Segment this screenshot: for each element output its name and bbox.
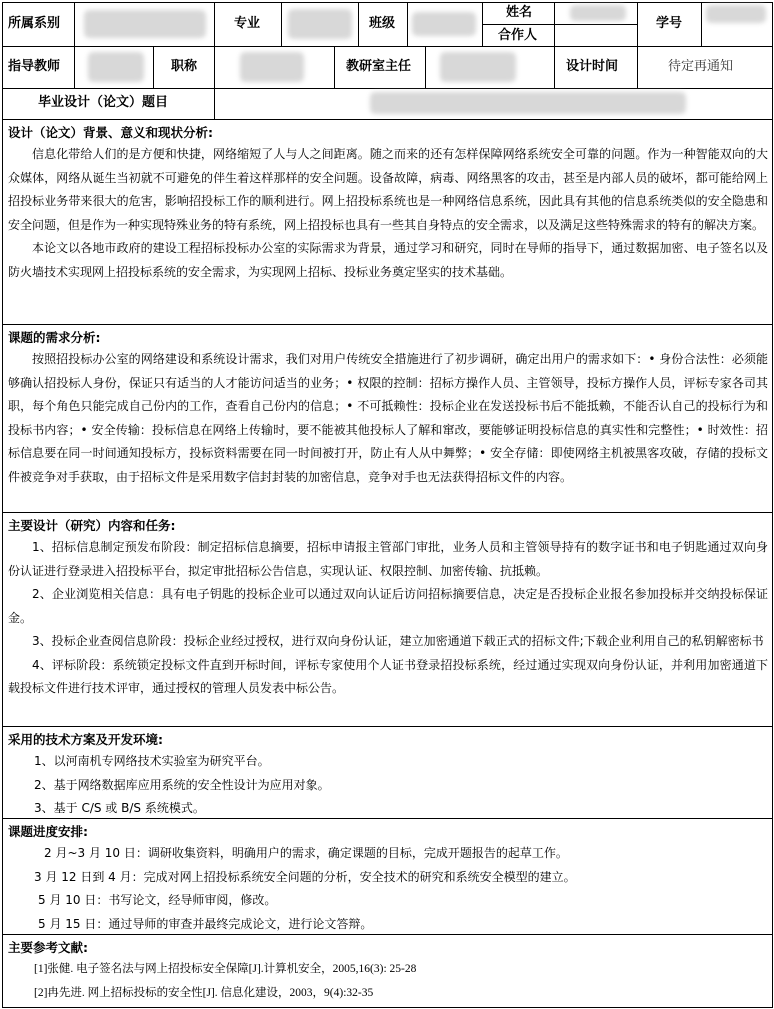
- list-item: 2、基于网络数据库应用系统的安全性设计为应用对象。: [34, 777, 330, 792]
- thesis-title-label: 毕业设计（论文）题目: [38, 95, 169, 110]
- redacted-student-id: [706, 5, 766, 23]
- redacted-dept: [84, 10, 206, 38]
- paragraph: 4、评标阶段：系统锁定投标文件直到开标时间，评标专家使用个人证书登录招投标系统，经过通过实现双向身份认证，并利用加密通道下载投标文件进行技术评审，通过授权的管理人员发表中标公告。: [8, 657, 768, 695]
- table-border-top: [2, 2, 773, 3]
- section-references: [8, 938, 768, 1005]
- col-divider: [214, 2, 215, 46]
- row-divider: [2, 512, 773, 513]
- col-divider: [74, 2, 75, 46]
- name-label: 姓名: [506, 5, 533, 20]
- section-schedule: [8, 822, 768, 936]
- col-divider: [358, 2, 359, 46]
- col-divider: [214, 46, 215, 88]
- redacted-thesis-title: [370, 92, 686, 114]
- col-divider: [334, 46, 335, 88]
- section-heading: 设计（论文）背景、意义和现状分析:: [8, 125, 213, 140]
- paragraph: 2、企业浏览相关信息：具有电子钥匙的投标企业可以通过双向认证后访问招标摘要信息，决定是否投标企业报名参加投标并交纳投标保证金。: [8, 587, 768, 625]
- col-divider: [554, 46, 555, 88]
- advisor-label: 指导教师: [8, 59, 61, 74]
- title-label: 职称: [171, 59, 198, 74]
- section-heading: 主要设计（研究）内容和任务:: [8, 518, 176, 533]
- col-divider: [74, 46, 75, 88]
- col-divider: [407, 2, 408, 46]
- list-item: 1、以河南机专网络技术实验室为研究平台。: [34, 754, 270, 768]
- table-border-right: [772, 2, 773, 1007]
- redacted-class: [412, 12, 476, 36]
- list-item: 3 月 12 日到 4 月：完成对网上招投标系统安全问题的分析，安全技术的研究和系统安全模型的建立。: [34, 869, 576, 884]
- dept-label: 所属系别: [8, 16, 61, 31]
- col-divider: [281, 2, 282, 46]
- redacted-major: [288, 9, 352, 39]
- list-item: 5 月 10 日：书写论文，经导师审阅，修改。: [38, 893, 277, 907]
- reference-item: [2]冉先进. 网上招标投标的安全性[J]. 信息化建设，2003，9(4):32-35: [34, 986, 374, 999]
- paragraph: 1、招标信息制定预发布阶段：制定招标信息摘要，招标申请报主管部门审批，业务人员和主管领导持有的数字证书和电子钥匙通过双向身份认证进行登录进入招投标平台，拟定审批招标公告信息，实现认证、权限控制、加密传输、抗抵赖。: [8, 540, 768, 578]
- table-border-left: [2, 2, 3, 1007]
- col-divider: [214, 88, 215, 119]
- design-time-value: 待定再通知: [668, 59, 734, 74]
- section-content: [8, 516, 768, 701]
- col-divider: [425, 46, 426, 88]
- col-divider: [153, 46, 154, 88]
- table-border-bottom: [2, 1007, 773, 1008]
- office-head-label: 教研室主任: [346, 59, 412, 74]
- redacted-advisor: [88, 52, 144, 82]
- row-divider: [482, 24, 637, 25]
- section-background: [8, 123, 768, 284]
- major-label: 专业: [234, 16, 261, 31]
- list-item: 5 月 15 日：通过导师的审查并最终完成论文，进行论文答辩。: [38, 916, 373, 931]
- redacted-office-head: [440, 52, 516, 82]
- col-divider: [637, 2, 638, 46]
- section-requirements: [8, 328, 768, 489]
- row-divider: [2, 726, 773, 727]
- section-heading: 主要参考文献:: [8, 940, 88, 955]
- row-divider: [2, 88, 773, 89]
- col-divider: [482, 2, 483, 46]
- section-heading: 课题进度安排:: [8, 824, 88, 839]
- row-divider: [2, 46, 773, 47]
- class-label: 班级: [369, 16, 396, 31]
- paragraph: 按照招投标办公室的网络建设和系统设计需求，我们对用户传统安全措施进行了初步调研，确定出用户的需求如下：• 身份合法性：必须能够确认招投标人身份，保证只有适当的人才能访问适当的业务；• 权限的控制：招标方操作人员、主管领导，投标方操作人员，评标专家各司其职，每个角色只能完成自己份内的工作，查看自己份内的信息；• 不可抵赖性：投标企业在发送投标书后不能抵赖，不能否认自己的投标行为和投标书内容；• 安全传输：投标信息在网络上传输时，要不能被其他投标人了解和窜改，要能够证明投标信息的真实性和完整性；• 时效性：招标信息要在同一时间通知投标方，投标资料需要在同一时间被打开，防止有人从中舞弊；• 安全存储：即使网络主机被黑客攻破，存储的投标文件被竞争对手获取，由于招标文件是采用数字信封封装的加密信息，竞争对手也无法获得招标文件的内容。: [8, 352, 768, 484]
- paragraph: 信息化带给人们的是方便和快捷，网络缩短了人与人之间距离。随之而来的还有怎样保障网络系统安全可靠的问题。作为一种智能双向的大众媒体，网络从诞生当初就不可避免的伴生着这样那样的安全问题。设备故障，病毒、网络黑客的攻击，甚至是内部人员的破坏，都可能给网上招投标业务带来很大的危害，影响招投标工作的顺利进行。网上招投标系统也是一种网络信息系统，因此具有其他的信息系统类似的安全隐患和安全问题，但是作为一种实现特殊业务的特有系统，网上招投标也具有一些其自身特点的安全需求，以及满足这些特殊需求的特有的解决方案。: [8, 147, 768, 232]
- section-heading: 课题的需求分析:: [8, 330, 101, 345]
- list-item: 2 月~3 月 10 日：调研收集资料，明确用户的需求，确定课题的目标，完成开题报告的起草工作。: [44, 846, 568, 860]
- section-heading: 采用的技术方案及开发环境:: [8, 732, 163, 747]
- row-divider: [2, 324, 773, 325]
- redacted-name: [570, 5, 626, 21]
- col-divider: [554, 2, 555, 46]
- paragraph: 3、投标企业查阅信息阶段：投标企业经过授权，进行双向身份认证，建立加密通道下载正式的招标文件;下载企业利用自己的私钥解密标书: [32, 634, 764, 648]
- col-divider: [637, 46, 638, 88]
- student-id-label: 学号: [656, 16, 683, 31]
- paragraph: 本论文以各地市政府的建设工程招标投标办公室的实际需求为背景，通过学习和研究，同时在导师的指导下，通过数据加密、电子签名以及防火墙技术实现网上招投标系统的安全需求，为实现网上招标、投标业务奠定坚实的技术基础。: [8, 241, 768, 279]
- section-tech: [8, 730, 768, 821]
- design-time-label: 设计时间: [566, 59, 619, 74]
- reference-item: [1]张健. 电子签名法与网上招投标安全保障[J].计算机安全，2005,16(3): 25-28: [34, 963, 417, 975]
- row-divider: [2, 119, 773, 120]
- partner-label: 合作人: [498, 28, 538, 43]
- list-item: 3、基于 C/S 或 B/S 系统模式。: [34, 801, 205, 815]
- col-divider: [701, 2, 702, 46]
- redacted-title: [240, 52, 304, 82]
